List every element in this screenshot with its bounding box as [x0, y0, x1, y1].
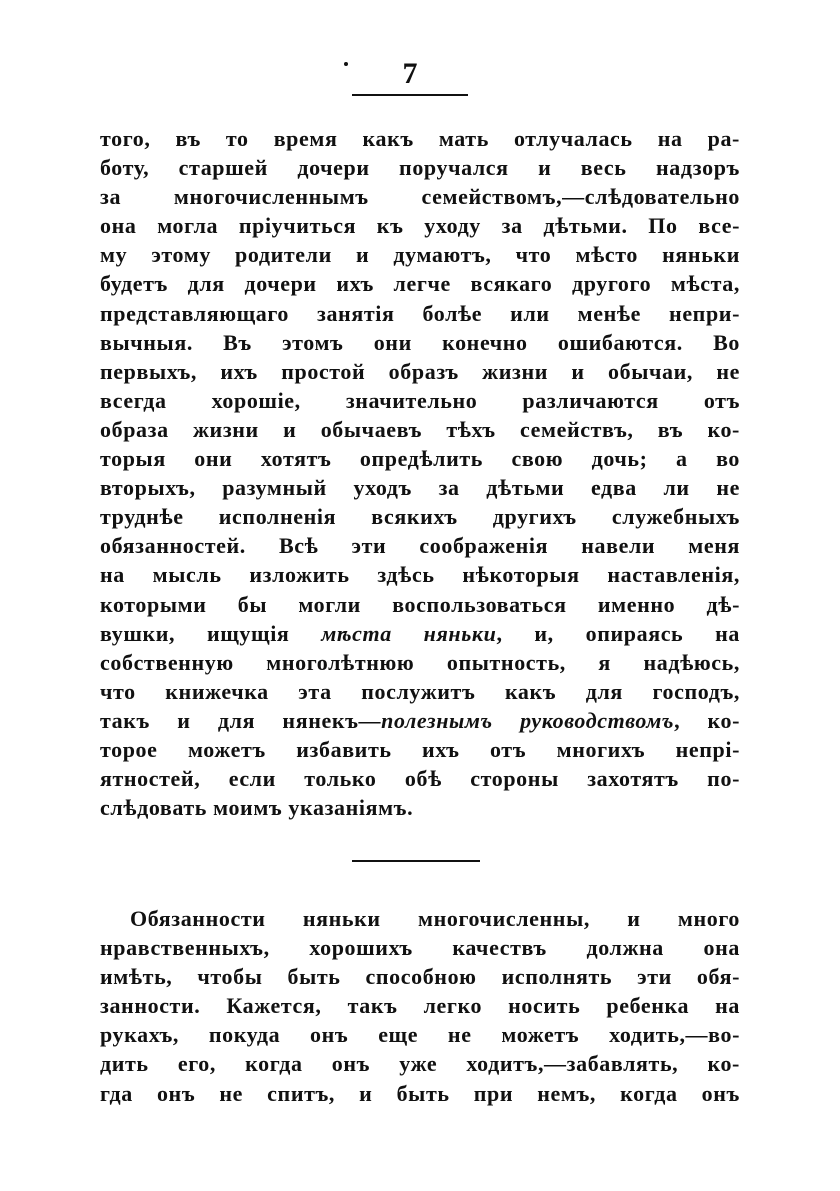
text-run: что книжечка эта послужитъ какъ для господъ,: [100, 678, 740, 704]
text-run: дить его, когда онъ уже ходитъ,—забавлять, ко-: [100, 1051, 740, 1077]
text-line: [100, 531, 740, 560]
text-line: [100, 269, 740, 298]
text-line: [100, 240, 740, 269]
text-line: [100, 473, 740, 502]
text-run: на мысль изложить здѣсь нѣкоторыя наставленія,: [100, 562, 740, 588]
text-line: [100, 386, 740, 415]
section-divider: [352, 860, 480, 862]
text-run: занности. Кажется, такъ легко носить ребенка на: [100, 993, 740, 1019]
text-run: за многочисленнымъ семействомъ,—слѣдовательно: [100, 184, 740, 210]
text-line: [100, 962, 740, 991]
text-line: [100, 1079, 740, 1108]
text-line: [100, 1020, 740, 1049]
page-number: 7: [402, 57, 418, 90]
text-run: которыми бы могли воспользоваться именно дѣ-: [100, 591, 740, 617]
text-run: вторыхъ, разумный уходъ за дѣтьми едва ли не: [100, 475, 740, 501]
paragraph-2: [100, 904, 740, 1108]
text-run: гда онъ не спитъ, и быть при немъ, когда онъ: [100, 1080, 740, 1106]
text-line: [100, 677, 740, 706]
text-line: [100, 560, 740, 589]
text-line: [100, 357, 740, 386]
text-run: первыхъ, ихъ простой образъ жизни и обычаи, не: [100, 358, 740, 384]
text-run: , и, опираясь на: [496, 620, 740, 646]
italic-phrase: мѣста няньки: [321, 620, 497, 646]
text-line: [100, 764, 740, 793]
text-run: собственную многолѣтнюю опытность, я надѣюсь,: [100, 649, 740, 675]
text-run: рукахъ, покуда онъ еще не можетъ ходить,—во-: [100, 1022, 740, 1048]
text-line: [100, 619, 740, 648]
text-run: всегда хорошіе, значительно различаются отъ: [100, 387, 740, 413]
text-run: образа жизни и обычаевъ тѣхъ семействъ, въ ко-: [100, 416, 740, 442]
text-line: [100, 933, 740, 962]
text-run: будетъ для дочери ихъ легче всякаго другого мѣста,: [100, 271, 740, 297]
text-run: боту, старшей дочери поручался и весь надзоръ: [100, 155, 740, 181]
text-run: вычныя. Въ этомъ они конечно ошибаются. Во: [100, 329, 740, 355]
page-header: [340, 58, 480, 90]
text-line: [100, 648, 740, 677]
text-line: [100, 299, 740, 328]
text-line: [100, 991, 740, 1020]
text-line: [100, 793, 740, 822]
text-run: му этому родители и думаютъ, что мѣсто няньки: [100, 242, 740, 268]
text-run: труднѣе исполненія всякихъ другихъ служебныхъ: [100, 504, 740, 530]
text-run: нравственныхъ, хорошихъ качествъ должна она: [100, 935, 740, 961]
text-line: [100, 904, 740, 933]
text-run: , ко-: [674, 707, 741, 733]
text-line: [100, 590, 740, 619]
text-run: обязанностей. Всѣ эти соображенія навели меня: [100, 533, 740, 559]
text-run: торыя они хотятъ опредѣлить свою дочь; а во: [100, 446, 740, 472]
text-line: [100, 211, 740, 240]
text-run: такъ и для нянекъ—: [100, 707, 382, 733]
header-rule: [352, 94, 468, 96]
text-run: имѣть, чтобы быть способною исполнять эти обя-: [100, 964, 740, 990]
text-run: торое можетъ избавить ихъ отъ многихъ непрі-: [100, 736, 740, 762]
text-run: того, въ то время какъ мать отлучалась на ра-: [100, 126, 740, 151]
text-line: [100, 444, 740, 473]
text-line: [100, 328, 740, 357]
text-run: слѣдовать моимъ указаніямъ.: [100, 795, 414, 821]
text-line: [100, 735, 740, 764]
text-run: вушки, ищущія: [100, 620, 322, 646]
text-run: Обязанности няньки многочисленны, и много: [130, 906, 740, 931]
text-line: [100, 182, 740, 211]
ink-dot: [344, 62, 348, 66]
text-line: [100, 706, 740, 735]
text-run: представляющаго занятія болѣе или менѣе непри-: [100, 300, 740, 326]
text-line: [100, 502, 740, 531]
paragraph-1: [100, 124, 740, 822]
text-line: [100, 1049, 740, 1078]
text-run: ятностей, если только обѣ стороны захотятъ по-: [100, 766, 740, 792]
text-run: она могла пріучиться къ уходу за дѣтьми. По все-: [100, 213, 740, 239]
text-line: [100, 124, 740, 153]
text-line: [100, 415, 740, 444]
text-line: [100, 153, 740, 182]
italic-phrase: полезнымъ руководствомъ: [381, 707, 675, 733]
